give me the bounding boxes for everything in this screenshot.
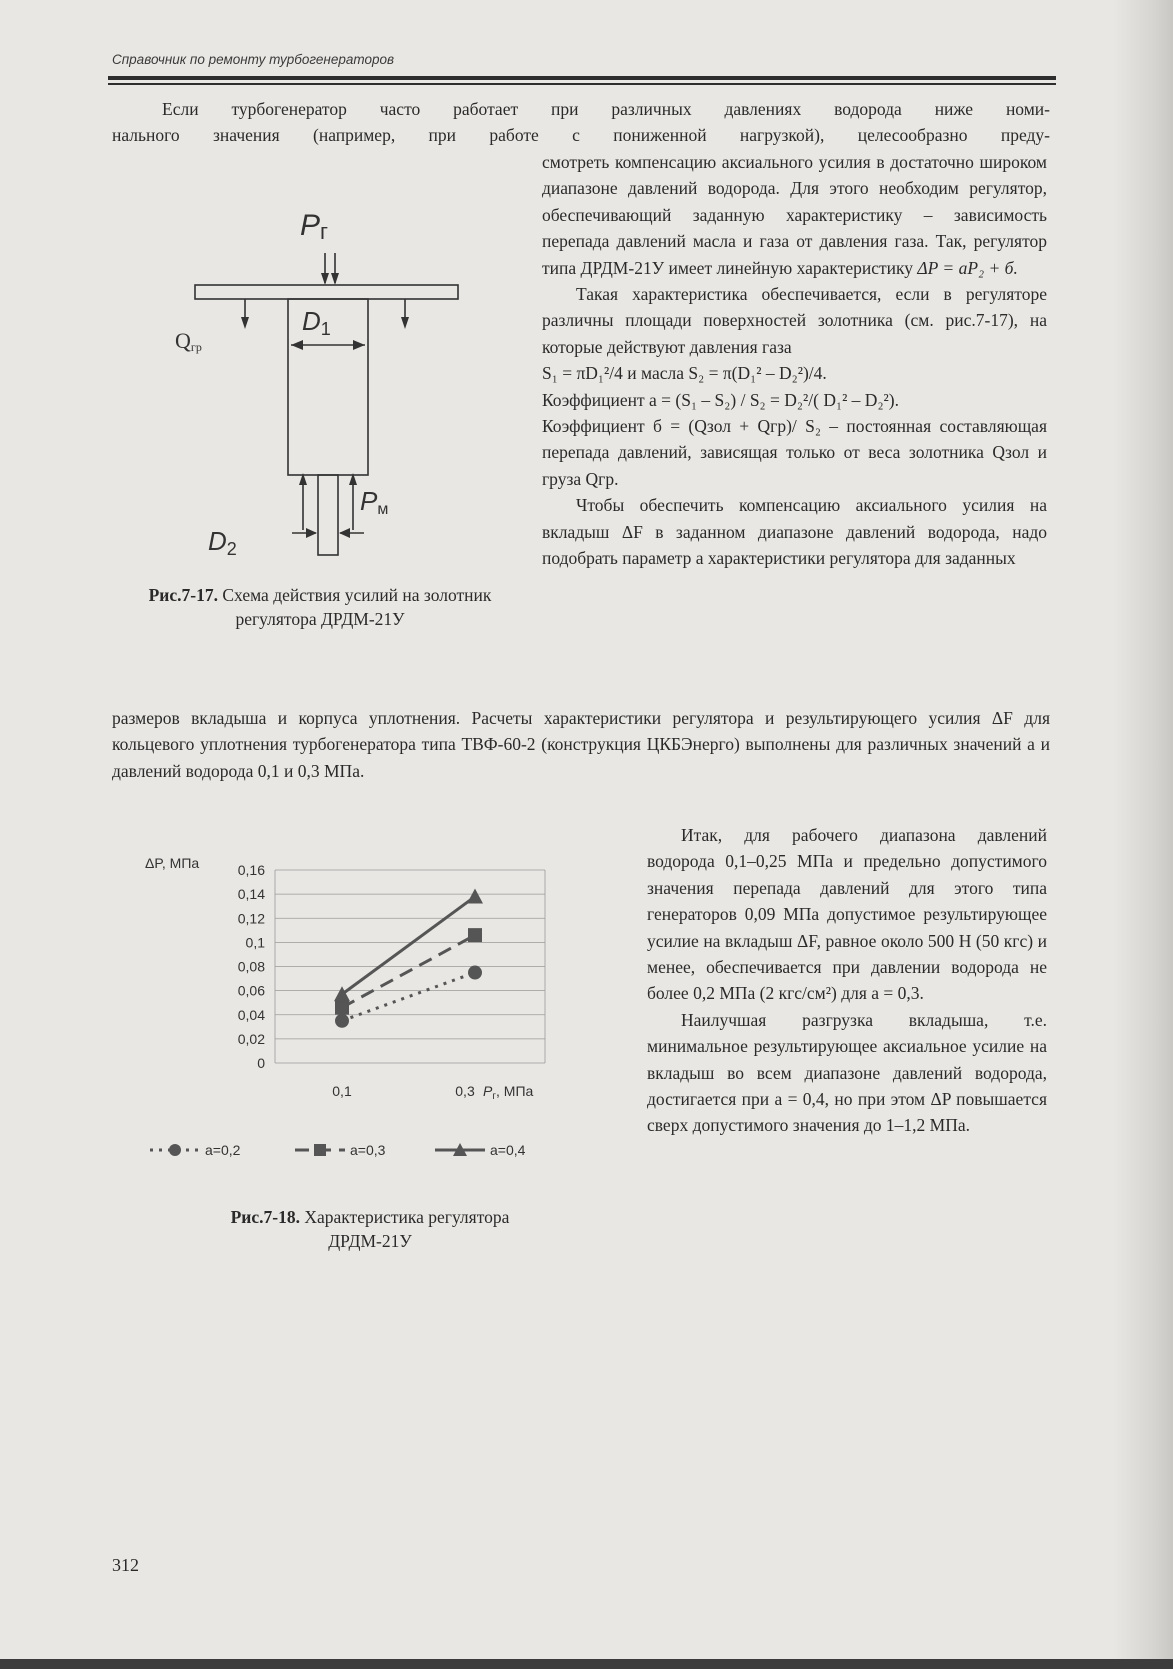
figure-7-17-caption-number: Рис.7-17. bbox=[148, 585, 218, 605]
chart-grid bbox=[275, 870, 545, 1063]
y-tick-label: 0 bbox=[257, 1055, 265, 1071]
paragraph-characteristic: Такая характеристика обеспечивается, если в регуляторе различны площади поверхностей золотника (см. рис.7-17), на которые действуют давления газа bbox=[542, 284, 1047, 357]
paragraph-best-unloading: Наилучшая разгрузка вкладыша, т.е. минимальное результирующее аксиальное усилие на вкладыш во всем диапазоне давлений водорода, достигается при a = 0,4, но при этом ΔP повышается сверх допустимого значения до 1–1,2 МПа. bbox=[647, 1009, 1047, 1136]
figure-7-18-caption-text: Характеристика регулятора ДРДМ-21У bbox=[299, 1207, 510, 1251]
series-circle bbox=[335, 966, 482, 1028]
right-column-bottom bbox=[647, 822, 1047, 1139]
formula-coefficient-b: Коэффициент б = (Qзол + Qгр)/ S₂ – постоянная составляющая перепада давлений, зависящая только от веса золотника Qзол и груза Qгр. bbox=[542, 416, 1047, 489]
scan-bottom-edge bbox=[0, 1659, 1173, 1669]
figure-7-18-chart bbox=[130, 848, 600, 1188]
marker-square bbox=[314, 1144, 326, 1156]
y-tick-label: 0,02 bbox=[237, 1030, 265, 1047]
series-line bbox=[342, 897, 475, 995]
chart-x-axis-label: $P_г$, МПа bbox=[483, 1083, 534, 1102]
y-tick-label: 0,12 bbox=[237, 910, 265, 927]
label-q-load: Qгр bbox=[175, 328, 202, 354]
figure-7-18-caption-number: Рис.7-18. bbox=[230, 1207, 300, 1227]
legend-item bbox=[150, 1142, 241, 1158]
intro-line-2: нального значения (например, при работе с пониженной нагрузкой), целесообразно преду- bbox=[112, 125, 1050, 146]
paragraph-calculations: размеров вкладыша и корпуса уплотнения. Расчеты характеристики регулятора и результирующего усилия ΔF для кольцевого уплотнения турбогенератора типа ТВФ-60-2 (конструкция ЦКБЭнерго) выполнены для различных значений a и давлений водорода 0,1 и 0,3 МПа. bbox=[112, 708, 1050, 781]
marker-triangle bbox=[467, 889, 483, 904]
x-tick-label: 0,3 bbox=[455, 1083, 475, 1099]
page-number: 312 bbox=[112, 1555, 139, 1575]
chart-x-ticks bbox=[332, 1083, 475, 1099]
paragraph-compensation bbox=[542, 149, 1047, 281]
y-tick-label: 0,14 bbox=[237, 886, 265, 903]
marker-circle bbox=[335, 1014, 349, 1028]
full-width-paragraph bbox=[112, 705, 1050, 784]
series-square bbox=[335, 928, 482, 1014]
series-triangle bbox=[334, 889, 483, 1002]
header-rule-thin bbox=[108, 83, 1056, 85]
paragraph-conclusion: Итак, для рабочего диапазона давлений водорода 0,1–0,25 МПа и предельно допустимого значения перепада давлений для этого типа генераторов 0,09 МПа допустимое результирующее усилие на вкладыш ΔF, равное около 500 Н (50 кгс) и менее, обеспечивается при давлении водорода не более 0,2 МПа (2 кгс/см²) для a = 0,3. bbox=[647, 825, 1047, 1004]
marker-circle bbox=[468, 966, 482, 980]
label-p-gas: Pг bbox=[300, 209, 329, 244]
header-rule-thick bbox=[108, 76, 1056, 80]
spool-stem bbox=[318, 475, 338, 555]
label-p-oil: Pм bbox=[360, 486, 389, 518]
marker-square bbox=[335, 1001, 349, 1015]
marker-square bbox=[468, 928, 482, 942]
legend-label: a=0,2 bbox=[205, 1142, 241, 1158]
intro-paragraph bbox=[112, 96, 1050, 149]
label-d2: D2 bbox=[208, 526, 237, 559]
figure-7-17-caption-text: Схема действия усилий на золотник регулятора ДРДМ-21У bbox=[217, 585, 492, 629]
spool-flange bbox=[195, 285, 458, 299]
intro-line-1: Если турбогенератор часто работает при различных давлениях водорода ниже номи- bbox=[162, 99, 1050, 119]
page-edge-shadow bbox=[1113, 0, 1173, 1669]
legend-label: a=0,3 bbox=[350, 1142, 386, 1158]
formula-coefficient-a: Коэффициент a = (S₁ – S₂) / S₂ = D₂²/( D₁² – D₂²). bbox=[542, 389, 899, 410]
figure-7-18-caption bbox=[225, 1205, 515, 1253]
figure-7-17-diagram bbox=[170, 185, 470, 575]
legend-item bbox=[435, 1142, 526, 1158]
chart-series bbox=[334, 889, 483, 1028]
y-tick-label: 0,04 bbox=[237, 1006, 265, 1023]
right-column-top bbox=[542, 149, 1047, 572]
formula-areas: S₁ = πD₁²/4 и масла S₂ = π(D₁² – D₂²)/4. bbox=[542, 363, 827, 384]
formula-characteristic: ΔP = aP₂ + б. bbox=[917, 257, 1018, 278]
y-tick-label: 0,16 bbox=[237, 862, 265, 878]
legend-item bbox=[295, 1142, 386, 1158]
paragraph-select-parameter: Чтобы обеспечить компенсацию аксиального усилия на вкладыш ΔF в заданном диапазоне давлений водорода, надо подобрать параметр a характеристики регулятора для заданных bbox=[542, 495, 1047, 569]
label-d1: D1 bbox=[302, 306, 331, 339]
running-header: Справочник по ремонту турбогенераторов bbox=[112, 52, 395, 67]
chart-y-axis-label: ΔP, МПа bbox=[145, 855, 200, 871]
paragraph-compensation-text: смотреть компенсацию аксиального усилия в достаточно широком диапазоне давлений водорода. Для этого необходим регулятор, обеспечивающий заданную характеристику – зависимость перепада давлений масла и газа от давления газа. Так, регулятор типа ДРДМ-21У имеет линейную характеристику bbox=[542, 152, 1047, 278]
chart-y-ticks bbox=[238, 862, 265, 1071]
chart-legend bbox=[150, 1142, 526, 1158]
y-tick-label: 0,08 bbox=[237, 958, 265, 975]
x-tick-label: 0,1 bbox=[332, 1083, 352, 1099]
y-tick-label: 0,06 bbox=[237, 982, 265, 999]
y-tick-label: 0,1 bbox=[245, 934, 265, 951]
marker-circle bbox=[169, 1144, 181, 1156]
legend-label: a=0,4 bbox=[490, 1142, 526, 1158]
figure-7-17-caption bbox=[140, 583, 500, 631]
